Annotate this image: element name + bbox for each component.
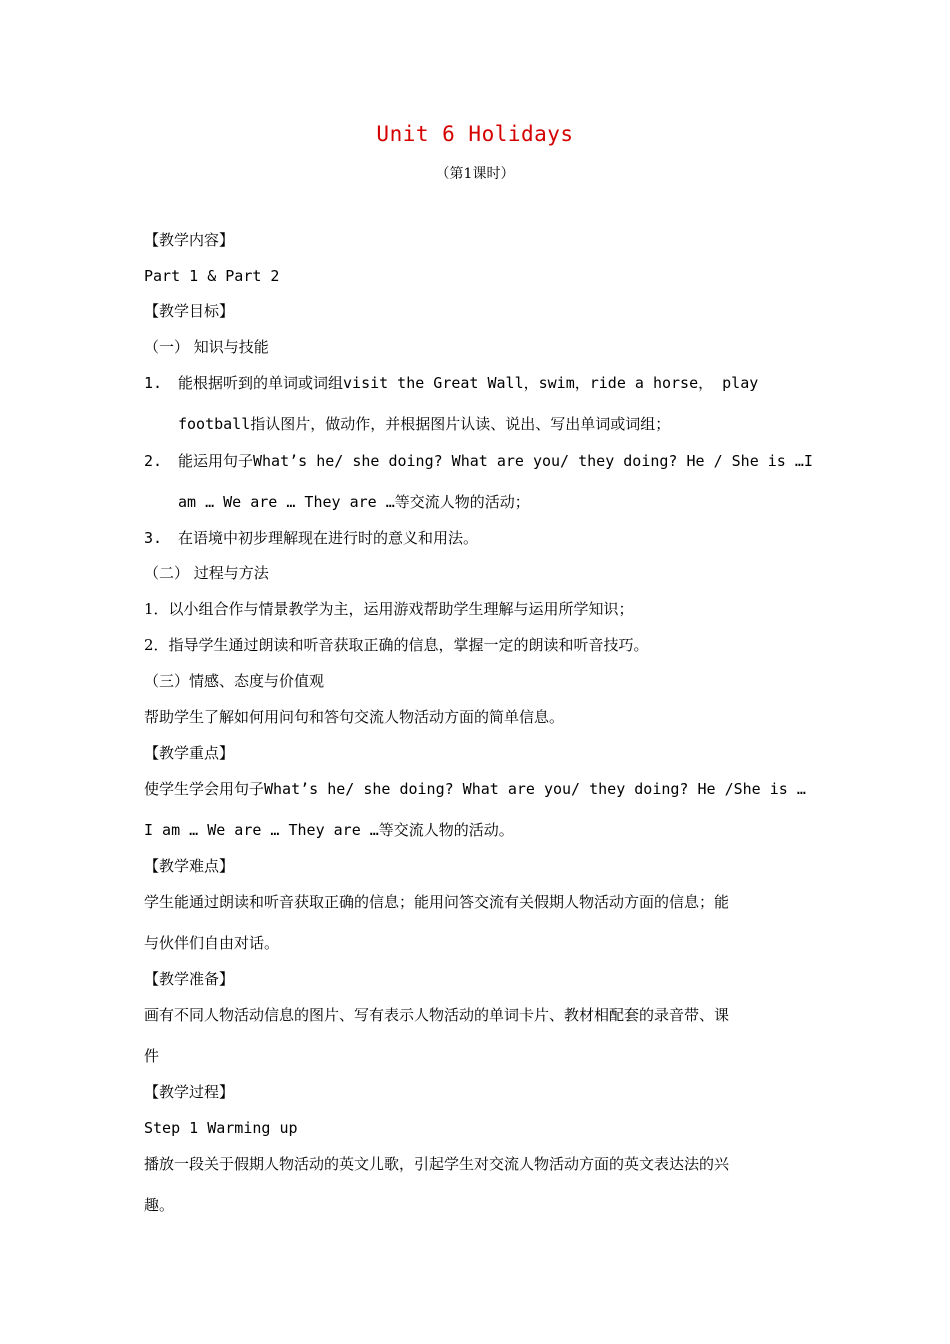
section-heading-content: 【教学内容】 xyxy=(144,231,235,249)
attitude-text: 帮助学生了解如何用问句和答句交流人物活动方面的简单信息。 xyxy=(144,708,565,726)
section-heading-goals: 【教学目标】 xyxy=(144,302,235,320)
list-text: 在语境中初步理解现在进行时的意义和用法。 xyxy=(178,529,479,547)
list-item-2 xyxy=(144,451,813,471)
subheading-knowledge-skills: （一） 知识与技能 xyxy=(144,338,269,356)
subheading-attitude-values: （三）情感、态度与价值观 xyxy=(144,672,325,690)
list-item-2-continuation: am … We are … They are …等交流人物的活动； xyxy=(178,493,530,511)
section-heading-process: 【教学过程】 xyxy=(144,1083,235,1101)
section-heading-preparation: 【教学准备】 xyxy=(144,970,235,988)
subheading-process-method: （二） 过程与方法 xyxy=(144,564,269,582)
preparation-line-2: 件 xyxy=(144,1047,160,1065)
method-item-2: 2．指导学生通过朗读和听音获取正确的信息，掌握一定的朗读和听音技巧。 xyxy=(144,636,649,654)
method-item-1: 1．以小组合作与情景教学为主，运用游戏帮助学生理解与运用所学知识； xyxy=(144,600,634,618)
step-1-line-2: 趣。 xyxy=(144,1196,175,1214)
list-number: 2. xyxy=(144,452,163,470)
difficulties-line-1: 学生能通过朗读和听音获取正确的信息；能用问答交流有关假期人物活动方面的信息；能 xyxy=(144,893,730,911)
difficulties-line-2: 与伙伴们自由对话。 xyxy=(144,934,280,952)
section-heading-difficulties: 【教学难点】 xyxy=(144,857,235,875)
step-1-heading: Step 1 Warming up xyxy=(144,1119,298,1137)
list-item-1-continuation: football指认图片，做动作，并根据图片认读、说出、写出单词或词组； xyxy=(178,415,671,433)
step-1-line-1: 播放一段关于假期人物活动的英文儿歌，引起学生对交流人物活动方面的英文表达法的兴 xyxy=(144,1155,730,1173)
preparation-line-1: 画有不同人物活动信息的图片、写有表示人物活动的单词卡片、教材相配套的录音带、课 xyxy=(144,1006,730,1024)
list-text: 能根据听到的单词或词组visit the Great Wall，swim，ride a horse， play xyxy=(178,374,759,392)
lesson-number: （第1课时） xyxy=(435,166,515,182)
document-title: Unit 6 Holidays xyxy=(376,122,574,146)
section-heading-key-points: 【教学重点】 xyxy=(144,744,235,762)
list-item-3 xyxy=(144,528,478,548)
key-points-line-1: 使学生学会用句子What’s he/ she doing? What are you/ they doing? He /She is … xyxy=(144,780,806,798)
key-points-line-2: I am … We are … They are …等交流人物的活动。 xyxy=(144,821,514,839)
list-number: 1. xyxy=(144,374,163,392)
content-text: Part 1 & Part 2 xyxy=(144,267,280,285)
list-text: 能运用句子What’s he/ she doing? What are you/ they doing? He / She is …I xyxy=(178,452,813,470)
list-item-1 xyxy=(144,373,758,393)
list-number: 3. xyxy=(144,529,163,547)
